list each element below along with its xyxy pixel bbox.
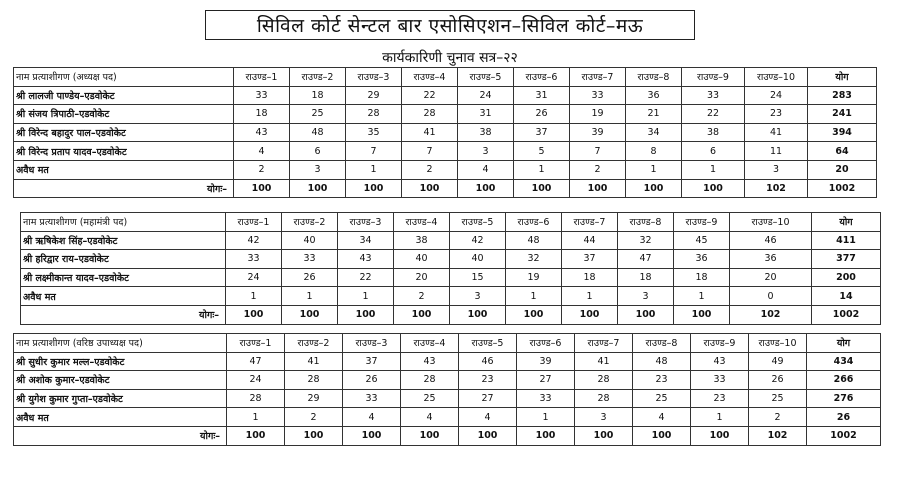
round-vote-cell: 18 [290,86,346,105]
round-vote-cell: 1 [517,408,575,427]
round-vote-cell: 38 [682,123,745,142]
round-vote-cell: 24 [227,371,285,390]
round-sum-cell: 100 [346,179,402,198]
round-sum-cell: 100 [458,179,514,198]
round-vote-cell: 4 [458,160,514,179]
round-vote-cell: 4 [401,408,459,427]
round-sum-cell: 100 [575,426,633,445]
round-column-header: राउण्ड–6 [514,68,570,87]
round-column-header: राउण्ड–8 [633,334,691,353]
table-row [21,231,881,250]
round-sum-cell: 102 [730,305,812,324]
round-vote-cell: 2 [394,287,450,306]
round-column-header: राउण्ड–7 [570,68,626,87]
round-vote-cell: 33 [343,389,401,408]
round-vote-cell: 48 [290,123,346,142]
table-row [14,408,881,427]
senior-vice-president-results-table [13,333,881,446]
round-vote-cell: 21 [626,105,682,124]
round-vote-cell: 38 [458,123,514,142]
round-vote-cell: 36 [674,250,730,269]
round-sum-cell: 100 [282,305,338,324]
round-vote-cell: 1 [562,287,618,306]
round-vote-cell: 33 [282,250,338,269]
total-vote-cell: 394 [808,123,877,142]
round-column-header: राउण्ड–9 [682,68,745,87]
total-vote-cell: 26 [807,408,881,427]
round-vote-cell: 37 [562,250,618,269]
candidate-column-header: नाम प्रत्याशीगण (वरिष्ठ उपाध्यक्ष पद) [14,334,227,353]
round-column-header: राउण्ड–3 [346,68,402,87]
round-vote-cell: 1 [282,287,338,306]
round-vote-cell: 7 [570,142,626,161]
round-column-header: राउण्ड–5 [458,68,514,87]
round-vote-cell: 7 [346,142,402,161]
round-vote-cell: 28 [285,371,343,390]
round-sum-cell: 100 [226,305,282,324]
table-row [14,86,877,105]
table-row [14,160,877,179]
round-vote-cell: 32 [506,250,562,269]
round-vote-cell: 1 [691,408,749,427]
round-sum-cell: 100 [562,305,618,324]
total-column-header: योग [808,68,877,87]
total-vote-cell: 411 [812,231,881,250]
round-column-header: राउण्ड–5 [459,334,517,353]
round-vote-cell: 2 [570,160,626,179]
candidate-name: श्री सुधीर कुमार मल्ल–एडवोकेट [14,352,227,371]
round-vote-cell: 28 [575,389,633,408]
round-vote-cell: 11 [745,142,808,161]
table-row [14,123,877,142]
round-sum-cell: 100 [682,179,745,198]
candidate-name: श्री ऋषिकेश सिंह–एडवोकेट [21,231,226,250]
round-sum-cell: 100 [401,426,459,445]
round-vote-cell: 28 [575,371,633,390]
round-vote-cell: 2 [285,408,343,427]
round-vote-cell: 44 [562,231,618,250]
round-column-header: राउण्ड–4 [402,68,458,87]
round-vote-cell: 3 [575,408,633,427]
round-column-header: राउण्ड–2 [290,68,346,87]
round-vote-cell: 26 [343,371,401,390]
president-results-table [13,67,877,198]
round-vote-cell: 23 [459,371,517,390]
round-vote-cell: 33 [226,250,282,269]
grand-total-cell: 1002 [812,305,881,324]
round-vote-cell: 41 [285,352,343,371]
round-vote-cell: 26 [749,371,807,390]
round-vote-cell: 24 [226,268,282,287]
round-vote-cell: 36 [626,86,682,105]
candidate-name: श्री लालजी पाण्डेय–एडवोकेट [14,86,234,105]
round-vote-cell: 0 [730,287,812,306]
table-header-row [21,213,881,232]
round-column-header: राउण्ड–4 [394,213,450,232]
round-vote-cell: 41 [745,123,808,142]
round-column-header: राउण्ड–3 [338,213,394,232]
round-vote-cell: 3 [618,287,674,306]
round-sum-cell: 100 [626,179,682,198]
round-vote-cell: 8 [626,142,682,161]
round-vote-cell: 26 [282,268,338,287]
round-vote-cell: 31 [458,105,514,124]
round-vote-cell: 7 [402,142,458,161]
round-sum-cell: 100 [450,305,506,324]
round-vote-cell: 25 [401,389,459,408]
candidate-column-header: नाम प्रत्याशीगण (महामंत्री पद) [21,213,226,232]
total-vote-cell: 64 [808,142,877,161]
round-vote-cell: 28 [346,105,402,124]
round-column-header: राउण्ड–1 [226,213,282,232]
round-vote-cell: 20 [730,268,812,287]
round-vote-cell: 22 [682,105,745,124]
grand-total-cell: 1002 [807,426,881,445]
round-sum-cell: 100 [506,305,562,324]
round-vote-cell: 39 [517,352,575,371]
round-vote-cell: 18 [618,268,674,287]
sum-row [21,305,881,324]
round-vote-cell: 35 [346,123,402,142]
candidate-name: अवैध मत [21,287,226,306]
total-vote-cell: 276 [807,389,881,408]
round-vote-cell: 47 [618,250,674,269]
round-vote-cell: 19 [506,268,562,287]
round-column-header: राउण्ड–7 [562,213,618,232]
candidate-name: श्री विरेन्द प्रताप यादव–एडवोकेट [14,142,234,161]
round-vote-cell: 28 [227,389,285,408]
round-sum-cell: 100 [618,305,674,324]
round-vote-cell: 20 [394,268,450,287]
round-sum-cell: 100 [517,426,575,445]
round-column-header: राउण्ड–10 [749,334,807,353]
round-vote-cell: 25 [290,105,346,124]
round-vote-cell: 15 [450,268,506,287]
total-vote-cell: 377 [812,250,881,269]
round-column-header: राउण्ड–2 [285,334,343,353]
round-vote-cell: 23 [691,389,749,408]
grand-total-cell: 1002 [808,179,877,198]
table-row [14,352,881,371]
round-column-header: राउण्ड–10 [745,68,808,87]
sum-label: योगः– [14,179,234,198]
sum-label: योगः– [14,426,227,445]
total-vote-cell: 266 [807,371,881,390]
round-vote-cell: 43 [338,250,394,269]
round-vote-cell: 6 [290,142,346,161]
round-vote-cell: 42 [226,231,282,250]
round-sum-cell: 100 [633,426,691,445]
round-vote-cell: 22 [338,268,394,287]
sum-row [14,426,881,445]
round-vote-cell: 48 [633,352,691,371]
round-vote-cell: 1 [506,287,562,306]
round-sum-cell: 100 [402,179,458,198]
round-sum-cell: 100 [691,426,749,445]
round-column-header: राउण्ड–1 [227,334,285,353]
table-header-row [14,68,877,87]
candidate-name: श्री युगेश कुमार गुप्ता–एडवोकेट [14,389,227,408]
round-vote-cell: 24 [745,86,808,105]
round-vote-cell: 34 [626,123,682,142]
table-row [14,389,881,408]
round-vote-cell: 3 [290,160,346,179]
round-sum-cell: 100 [674,305,730,324]
round-vote-cell: 38 [394,231,450,250]
round-column-header: राउण्ड–1 [234,68,290,87]
round-sum-cell: 100 [227,426,285,445]
page-title: सिविल कोर्ट सेन्टल बार एसोसिएशन–सिविल कोर्ट–मऊ [205,10,695,40]
round-vote-cell: 33 [234,86,290,105]
round-vote-cell: 41 [402,123,458,142]
round-vote-cell: 4 [343,408,401,427]
round-vote-cell: 47 [227,352,285,371]
table-row [21,250,881,269]
candidate-name: श्री अशोक कुमार–एडवोकेट [14,371,227,390]
round-vote-cell: 23 [745,105,808,124]
round-vote-cell: 6 [682,142,745,161]
round-vote-cell: 43 [401,352,459,371]
round-vote-cell: 45 [674,231,730,250]
round-column-header: राउण्ड–10 [730,213,812,232]
round-column-header: राउण्ड–8 [618,213,674,232]
round-vote-cell: 1 [227,408,285,427]
total-column-header: योग [812,213,881,232]
round-column-header: राउण्ड–9 [691,334,749,353]
round-vote-cell: 36 [730,250,812,269]
round-column-header: राउण्ड–6 [506,213,562,232]
round-sum-cell: 100 [290,179,346,198]
round-vote-cell: 5 [514,142,570,161]
round-vote-cell: 4 [633,408,691,427]
total-column-header: योग [807,334,881,353]
round-vote-cell: 28 [401,371,459,390]
round-vote-cell: 33 [682,86,745,105]
sum-label: योगः– [21,305,226,324]
round-sum-cell: 100 [338,305,394,324]
round-vote-cell: 3 [745,160,808,179]
round-vote-cell: 40 [450,250,506,269]
table-row [21,287,881,306]
round-column-header: राउण्ड–3 [343,334,401,353]
round-vote-cell: 39 [570,123,626,142]
candidate-name: श्री हरिद्वार राय–एडवोकेट [21,250,226,269]
round-vote-cell: 1 [682,160,745,179]
round-vote-cell: 3 [450,287,506,306]
candidate-column-header: नाम प्रत्याशीगण (अध्यक्ष पद) [14,68,234,87]
round-vote-cell: 26 [514,105,570,124]
round-sum-cell: 100 [285,426,343,445]
total-vote-cell: 434 [807,352,881,371]
round-column-header: राउण्ड–4 [401,334,459,353]
round-vote-cell: 43 [234,123,290,142]
total-vote-cell: 14 [812,287,881,306]
round-vote-cell: 49 [749,352,807,371]
table-header-row [14,334,881,353]
round-vote-cell: 3 [458,142,514,161]
candidate-name: श्री विरेन्द बहादुर पाल–एडवोकेट [14,123,234,142]
round-vote-cell: 29 [285,389,343,408]
round-sum-cell: 100 [514,179,570,198]
round-column-header: राउण्ड–2 [282,213,338,232]
round-column-header: राउण्ड–7 [575,334,633,353]
candidate-name: श्री लक्ष्मीकान्त यादव–एडवोकेट [21,268,226,287]
round-sum-cell: 100 [343,426,401,445]
table-row [14,371,881,390]
round-vote-cell: 37 [343,352,401,371]
round-vote-cell: 27 [459,389,517,408]
round-vote-cell: 28 [402,105,458,124]
round-column-header: राउण्ड–6 [517,334,575,353]
round-vote-cell: 1 [338,287,394,306]
round-vote-cell: 42 [450,231,506,250]
round-vote-cell: 48 [506,231,562,250]
round-vote-cell: 25 [749,389,807,408]
round-vote-cell: 34 [338,231,394,250]
round-vote-cell: 43 [691,352,749,371]
table-row [21,268,881,287]
round-vote-cell: 40 [394,250,450,269]
round-vote-cell: 22 [402,86,458,105]
round-vote-cell: 2 [749,408,807,427]
round-vote-cell: 1 [674,287,730,306]
round-vote-cell: 33 [570,86,626,105]
round-sum-cell: 100 [234,179,290,198]
total-vote-cell: 241 [808,105,877,124]
round-sum-cell: 100 [459,426,517,445]
page-subtitle: कार्यकारिणी चुनाव सत्र–२२ [382,50,518,66]
round-vote-cell: 31 [514,86,570,105]
round-vote-cell: 2 [402,160,458,179]
round-sum-cell: 100 [394,305,450,324]
round-column-header: राउण्ड–8 [626,68,682,87]
round-sum-cell: 100 [570,179,626,198]
round-vote-cell: 18 [674,268,730,287]
round-vote-cell: 18 [234,105,290,124]
round-vote-cell: 33 [691,371,749,390]
round-vote-cell: 40 [282,231,338,250]
table-row [14,105,877,124]
sum-row [14,179,877,198]
round-vote-cell: 4 [234,142,290,161]
candidate-name: अवैध मत [14,160,234,179]
round-column-header: राउण्ड–9 [674,213,730,232]
round-sum-cell: 102 [749,426,807,445]
round-vote-cell: 32 [618,231,674,250]
round-vote-cell: 23 [633,371,691,390]
round-vote-cell: 25 [633,389,691,408]
total-vote-cell: 283 [808,86,877,105]
round-vote-cell: 24 [458,86,514,105]
round-vote-cell: 19 [570,105,626,124]
round-vote-cell: 33 [517,389,575,408]
round-vote-cell: 46 [459,352,517,371]
total-vote-cell: 20 [808,160,877,179]
general-secretary-results-table [20,212,881,325]
table-row [14,142,877,161]
round-column-header: राउण्ड–5 [450,213,506,232]
round-vote-cell: 27 [517,371,575,390]
round-vote-cell: 37 [514,123,570,142]
round-vote-cell: 1 [346,160,402,179]
round-vote-cell: 29 [346,86,402,105]
round-vote-cell: 4 [459,408,517,427]
round-vote-cell: 1 [514,160,570,179]
round-vote-cell: 41 [575,352,633,371]
round-vote-cell: 2 [234,160,290,179]
candidate-name: श्री संजय त्रिपाठी–एडवोकेट [14,105,234,124]
round-sum-cell: 102 [745,179,808,198]
round-vote-cell: 18 [562,268,618,287]
candidate-name: अवैध मत [14,408,227,427]
round-vote-cell: 46 [730,231,812,250]
round-vote-cell: 1 [226,287,282,306]
total-vote-cell: 200 [812,268,881,287]
round-vote-cell: 1 [626,160,682,179]
